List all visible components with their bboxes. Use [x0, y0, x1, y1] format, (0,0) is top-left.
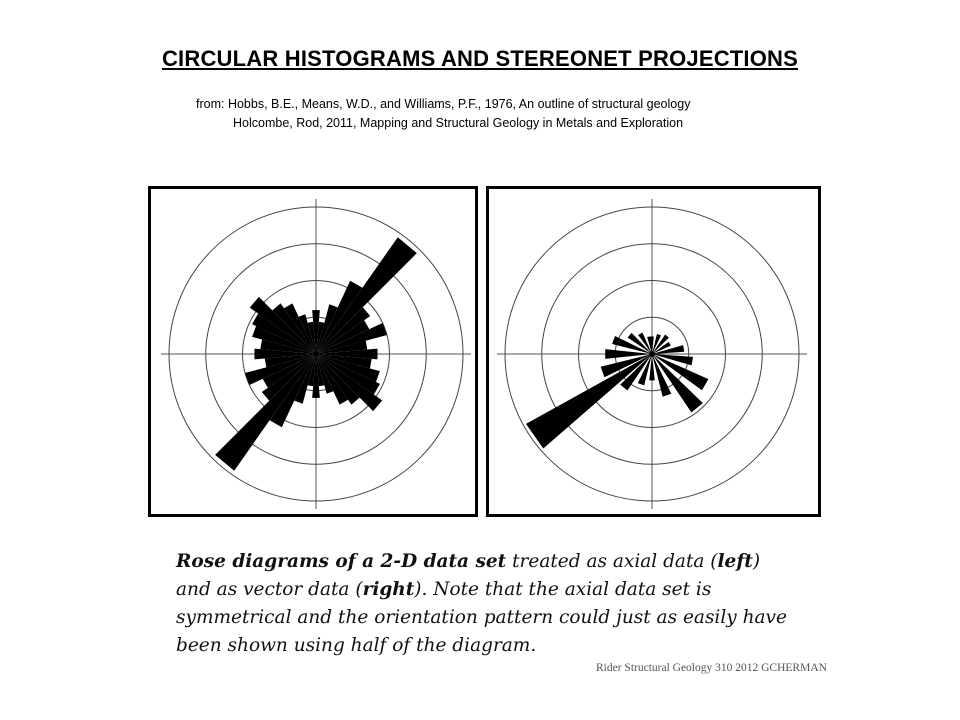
rose-diagram-axial: [151, 189, 475, 514]
center-dot: [313, 351, 319, 357]
slide-title: CIRCULAR HISTOGRAMS AND STEREONET PROJECTIONS: [161, 46, 799, 71]
citation-line-2: Holcombe, Rod, 2011, Mapping and Structural Geology in Metals and Exploration: [233, 116, 684, 130]
figure-caption: [176, 548, 796, 660]
rose-petal: [526, 354, 652, 449]
rose-petal: [605, 349, 652, 359]
caption-text-3: ). Note that the axial data set is symmetrical and the orientation pattern could just as easily have been shown using half of the diagram.: [176, 579, 787, 656]
caption-left-word: left: [717, 551, 753, 572]
center-dot: [649, 351, 655, 357]
rose-diagram-vector: [489, 189, 818, 514]
slide-footer: Rider Structural Geology 310 2012 GCHERMAN: [596, 662, 827, 674]
rose-petal: [649, 354, 655, 380]
rose-diagram-vector-panel: [486, 186, 821, 517]
rose-diagram-axial-panel: [148, 186, 478, 517]
caption-text-1: treated as axial data (: [506, 551, 718, 572]
caption-text-2: ) and as vector data (: [176, 551, 761, 600]
citation-line-1: from: Hobbs, B.E., Means, W.D., and Williams, P.F., 1976, An outline of structural geology: [196, 97, 691, 111]
caption-right-word: right: [362, 579, 415, 600]
caption-lead: Rose diagrams of a 2-D data set: [176, 551, 507, 572]
